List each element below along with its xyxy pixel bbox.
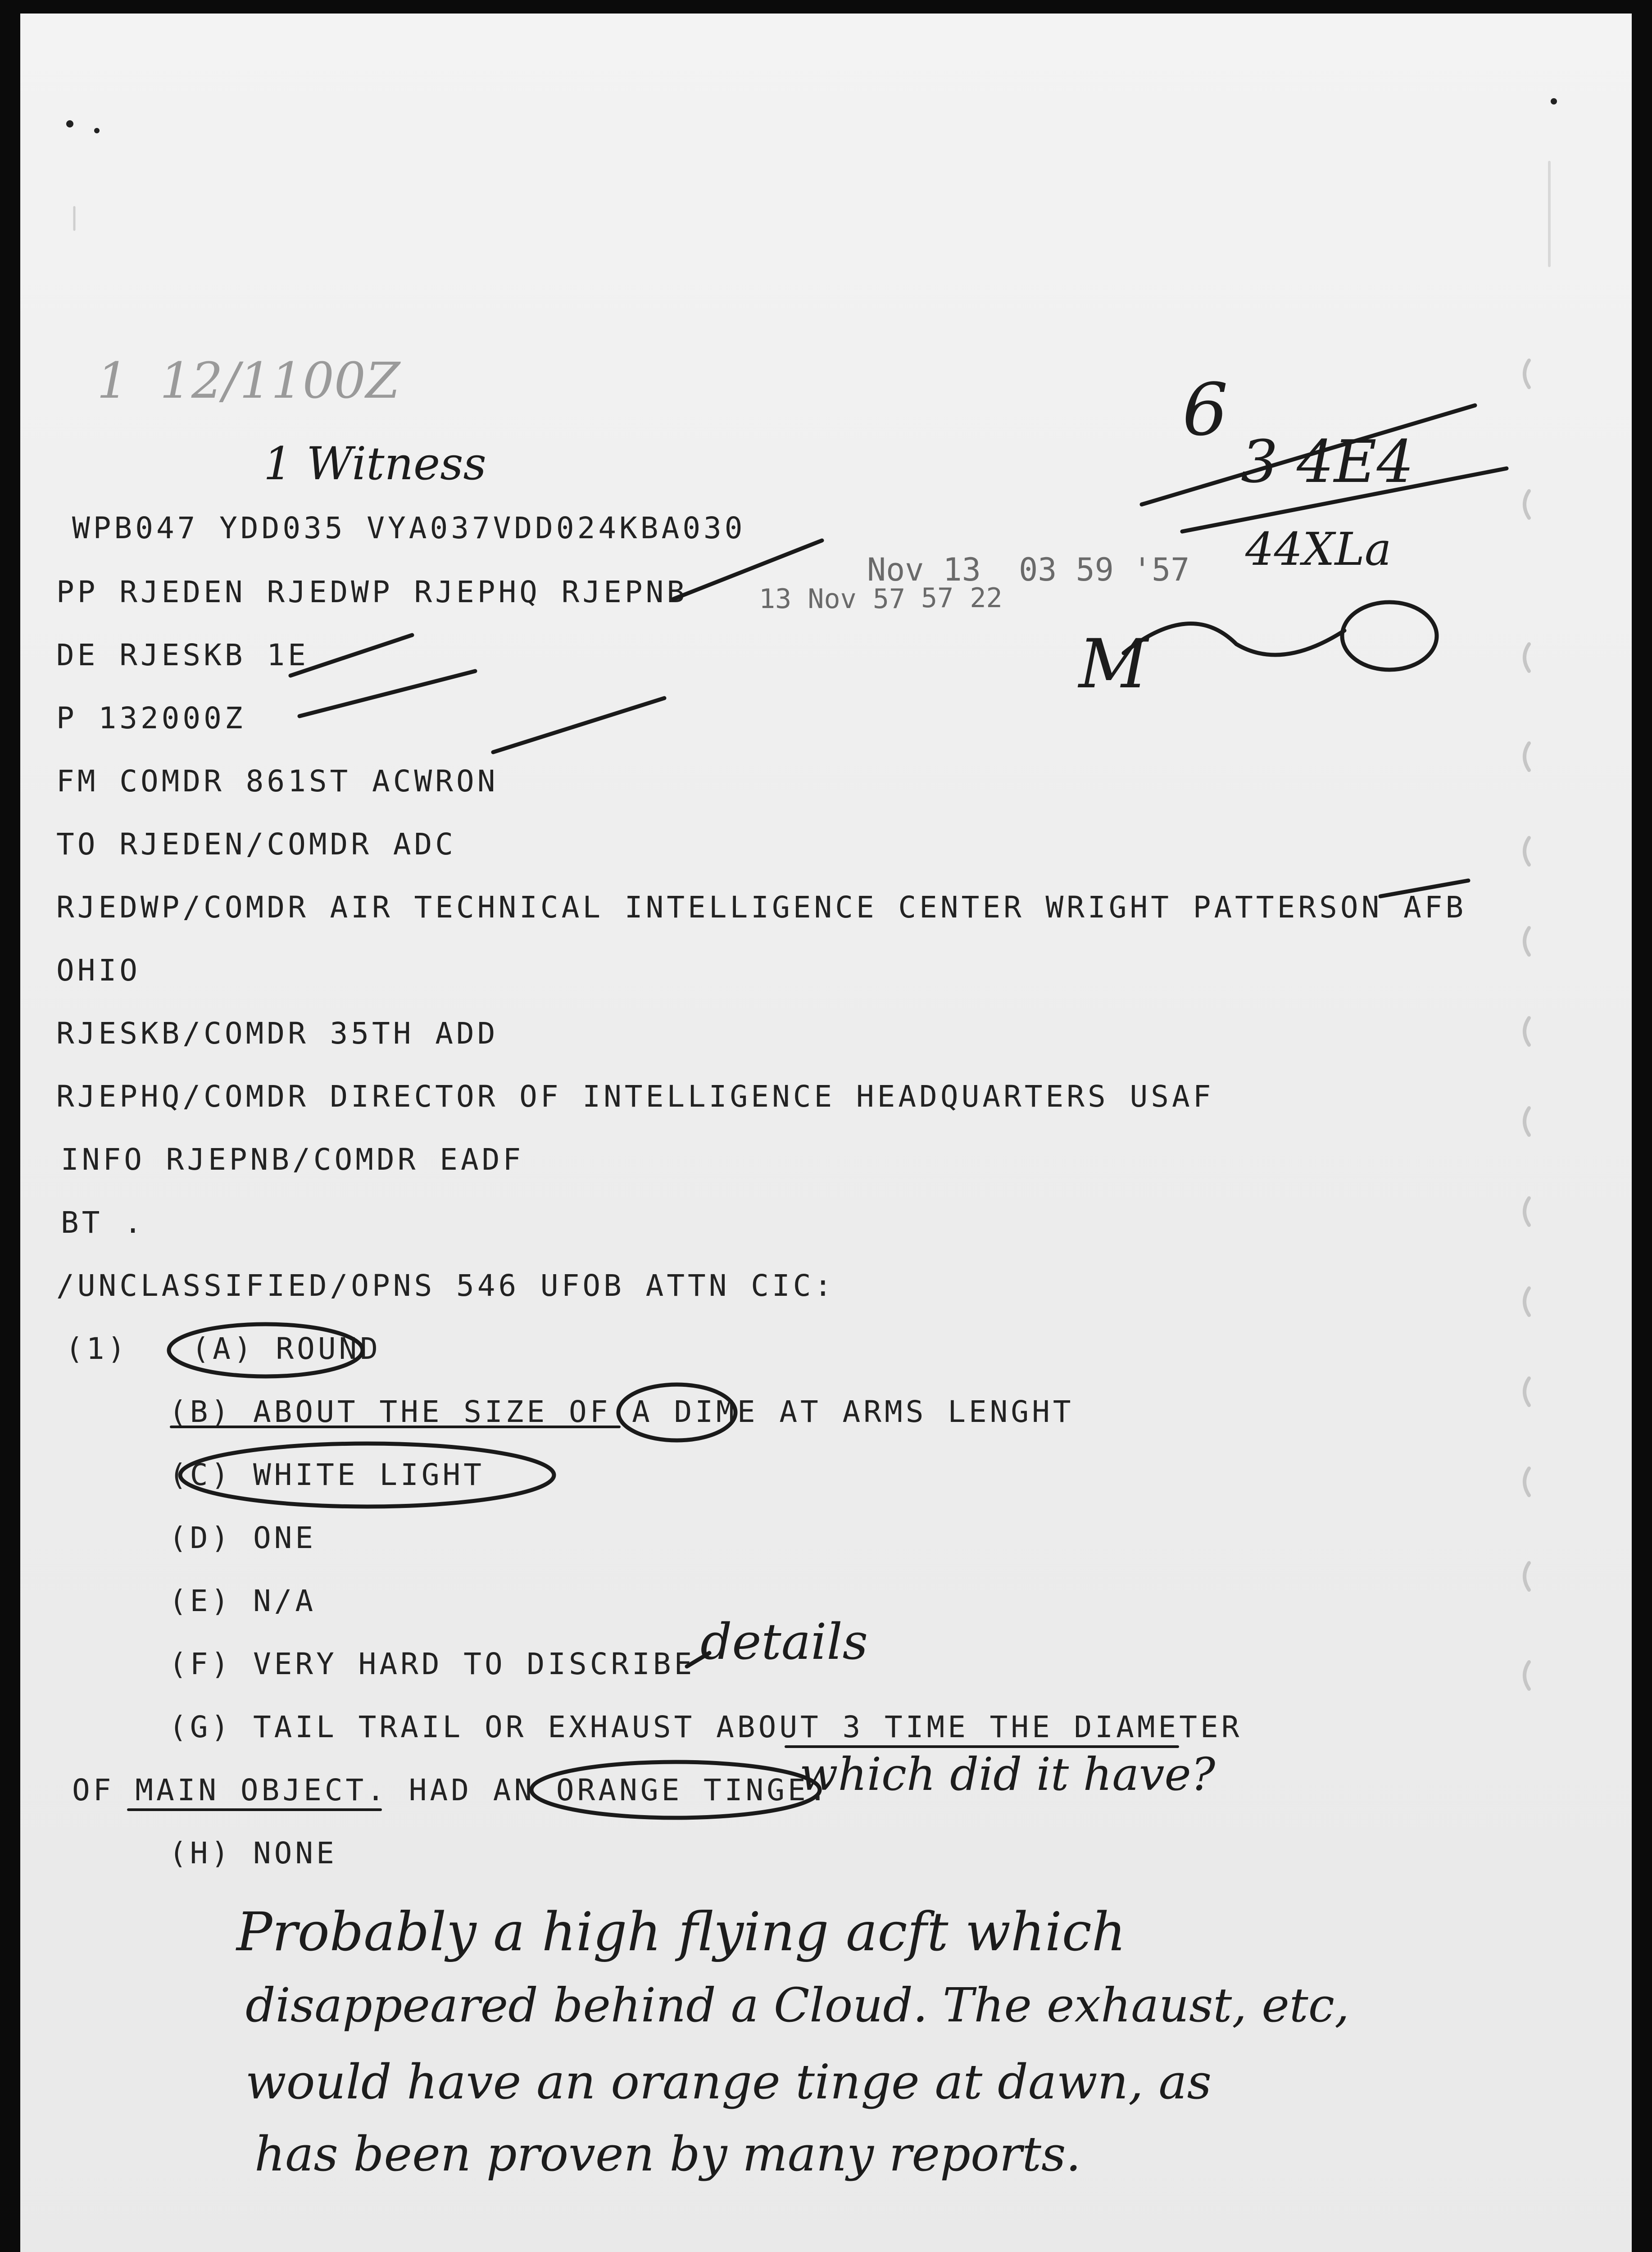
handwritten-witness-note: 1 Witness bbox=[263, 437, 486, 490]
handwritten-ref-code: 3 4E4 bbox=[1241, 427, 1414, 496]
handwritten-comment-line-1: Probably a high flying acft which bbox=[236, 1901, 1126, 1963]
dash-mark bbox=[687, 1653, 709, 1666]
strike-mark bbox=[493, 698, 664, 752]
circle-stamp-mark bbox=[1342, 602, 1437, 670]
handwritten-note-question: which did it have? bbox=[799, 1748, 1216, 1801]
to-atic-line: RJEDWP/COMDR AIR TECHNICAL INTELLIGENCE CENTER WRIGHT PATTERSON AFB bbox=[56, 890, 1467, 925]
received-stamp-datetime: Nov 13 03 59 '57 bbox=[867, 551, 1190, 588]
margin-mark bbox=[1525, 1288, 1529, 1315]
to-line: TO RJEDEN/COMDR ADC bbox=[56, 827, 456, 862]
initials-flourish bbox=[1124, 624, 1344, 655]
circle-dime bbox=[618, 1385, 735, 1440]
to-atic-line-cont: OHIO bbox=[56, 953, 141, 988]
handwritten-initials: M bbox=[1079, 625, 1148, 704]
handwritten-ref-number: 6 bbox=[1182, 368, 1228, 452]
speck bbox=[94, 128, 100, 133]
routing-line: WPB047 YDD035 VYA037VDD024KBA030 bbox=[72, 511, 746, 545]
item-b: (B) ABOUT THE SIZE OF A DIME AT ARMS LENGHT bbox=[169, 1394, 1074, 1429]
margin-mark bbox=[1525, 491, 1529, 518]
item-a: (1) (A) ROUND bbox=[65, 1331, 381, 1366]
handwritten-dtg-note: 1 12/1100Z bbox=[97, 352, 400, 409]
de-line: DE RJESKB 1E bbox=[56, 638, 309, 672]
margin-mark bbox=[1525, 1468, 1529, 1495]
strike-mark bbox=[673, 540, 822, 599]
item-h: (H) NONE bbox=[169, 1836, 337, 1871]
handwritten-comment-line-4: has been proven by many reports. bbox=[254, 2126, 1081, 2182]
circle-round bbox=[169, 1324, 363, 1376]
addressee-line: PP RJEDEN RJEDWP RJEPHQ RJEPNB bbox=[56, 575, 688, 609]
handwritten-comment-line-3: would have an orange tinge at dawn, as bbox=[245, 2054, 1212, 2110]
to-hq-line: RJEPHQ/COMDR DIRECTOR OF INTELLIGENCE HEADQUARTERS USAF bbox=[56, 1079, 1214, 1114]
margin-mark bbox=[1525, 644, 1529, 671]
margin-mark bbox=[1525, 1662, 1529, 1689]
margin-mark bbox=[1525, 743, 1529, 770]
to-35th-line: RJESKB/COMDR 35TH ADD bbox=[56, 1016, 499, 1051]
strike-mark bbox=[1142, 405, 1475, 504]
pen-marks bbox=[20, 14, 1632, 2252]
circle-white-light bbox=[180, 1444, 554, 1507]
item-g: (G) TAIL TRAIL OR EXHAUST ABOUT 3 TIME THE DIAMETER bbox=[169, 1710, 1243, 1744]
margin-mark bbox=[1525, 1018, 1529, 1045]
circle-orange-tinge bbox=[531, 1762, 820, 1818]
item-c: (C) WHITE LIGHT bbox=[169, 1457, 485, 1492]
margin-dash bbox=[1380, 881, 1468, 896]
margin-mark bbox=[1525, 1108, 1529, 1135]
received-stamp: 13 Nov 57 bbox=[759, 583, 906, 615]
margin-mark bbox=[1525, 1198, 1529, 1225]
strike-mark bbox=[290, 635, 412, 676]
margin-mark bbox=[1525, 928, 1529, 955]
speck bbox=[66, 120, 73, 127]
margin-mark bbox=[1525, 838, 1529, 865]
item-d: (D) ONE bbox=[169, 1521, 317, 1555]
received-stamp-datetime-2: 57 22 bbox=[921, 582, 1003, 614]
item-f: (F) VERY HARD TO DISCRIBE bbox=[169, 1647, 695, 1681]
item-g-cont: OF MAIN OBJECT. HAD AN ORANGE TINGE. bbox=[72, 1773, 830, 1807]
margin-mark bbox=[1525, 1563, 1529, 1590]
handwritten-ref-code-2: 44XLa bbox=[1245, 523, 1392, 576]
bt-line: BT . bbox=[61, 1205, 145, 1240]
margin-mark bbox=[1525, 360, 1529, 387]
info-line: INFO RJEPNB/COMDR EADF bbox=[61, 1142, 524, 1177]
margin-mark bbox=[1525, 1378, 1529, 1405]
strike-mark bbox=[300, 671, 475, 716]
subject-line: /UNCLASSIFIED/OPNS 546 UFOB ATTN CIC: bbox=[56, 1268, 835, 1303]
document-page bbox=[20, 14, 1632, 2252]
from-line: FM COMDR 861ST ACWRON bbox=[56, 764, 499, 799]
item-e: (E) N/A bbox=[169, 1584, 317, 1618]
speck bbox=[1551, 98, 1557, 104]
handwritten-comment-line-2: disappeared behind a Cloud. The exhaust, etc, bbox=[245, 1978, 1350, 2033]
precedence-line: P 132000Z bbox=[56, 701, 246, 736]
handwritten-note-details: details bbox=[700, 1613, 868, 1671]
